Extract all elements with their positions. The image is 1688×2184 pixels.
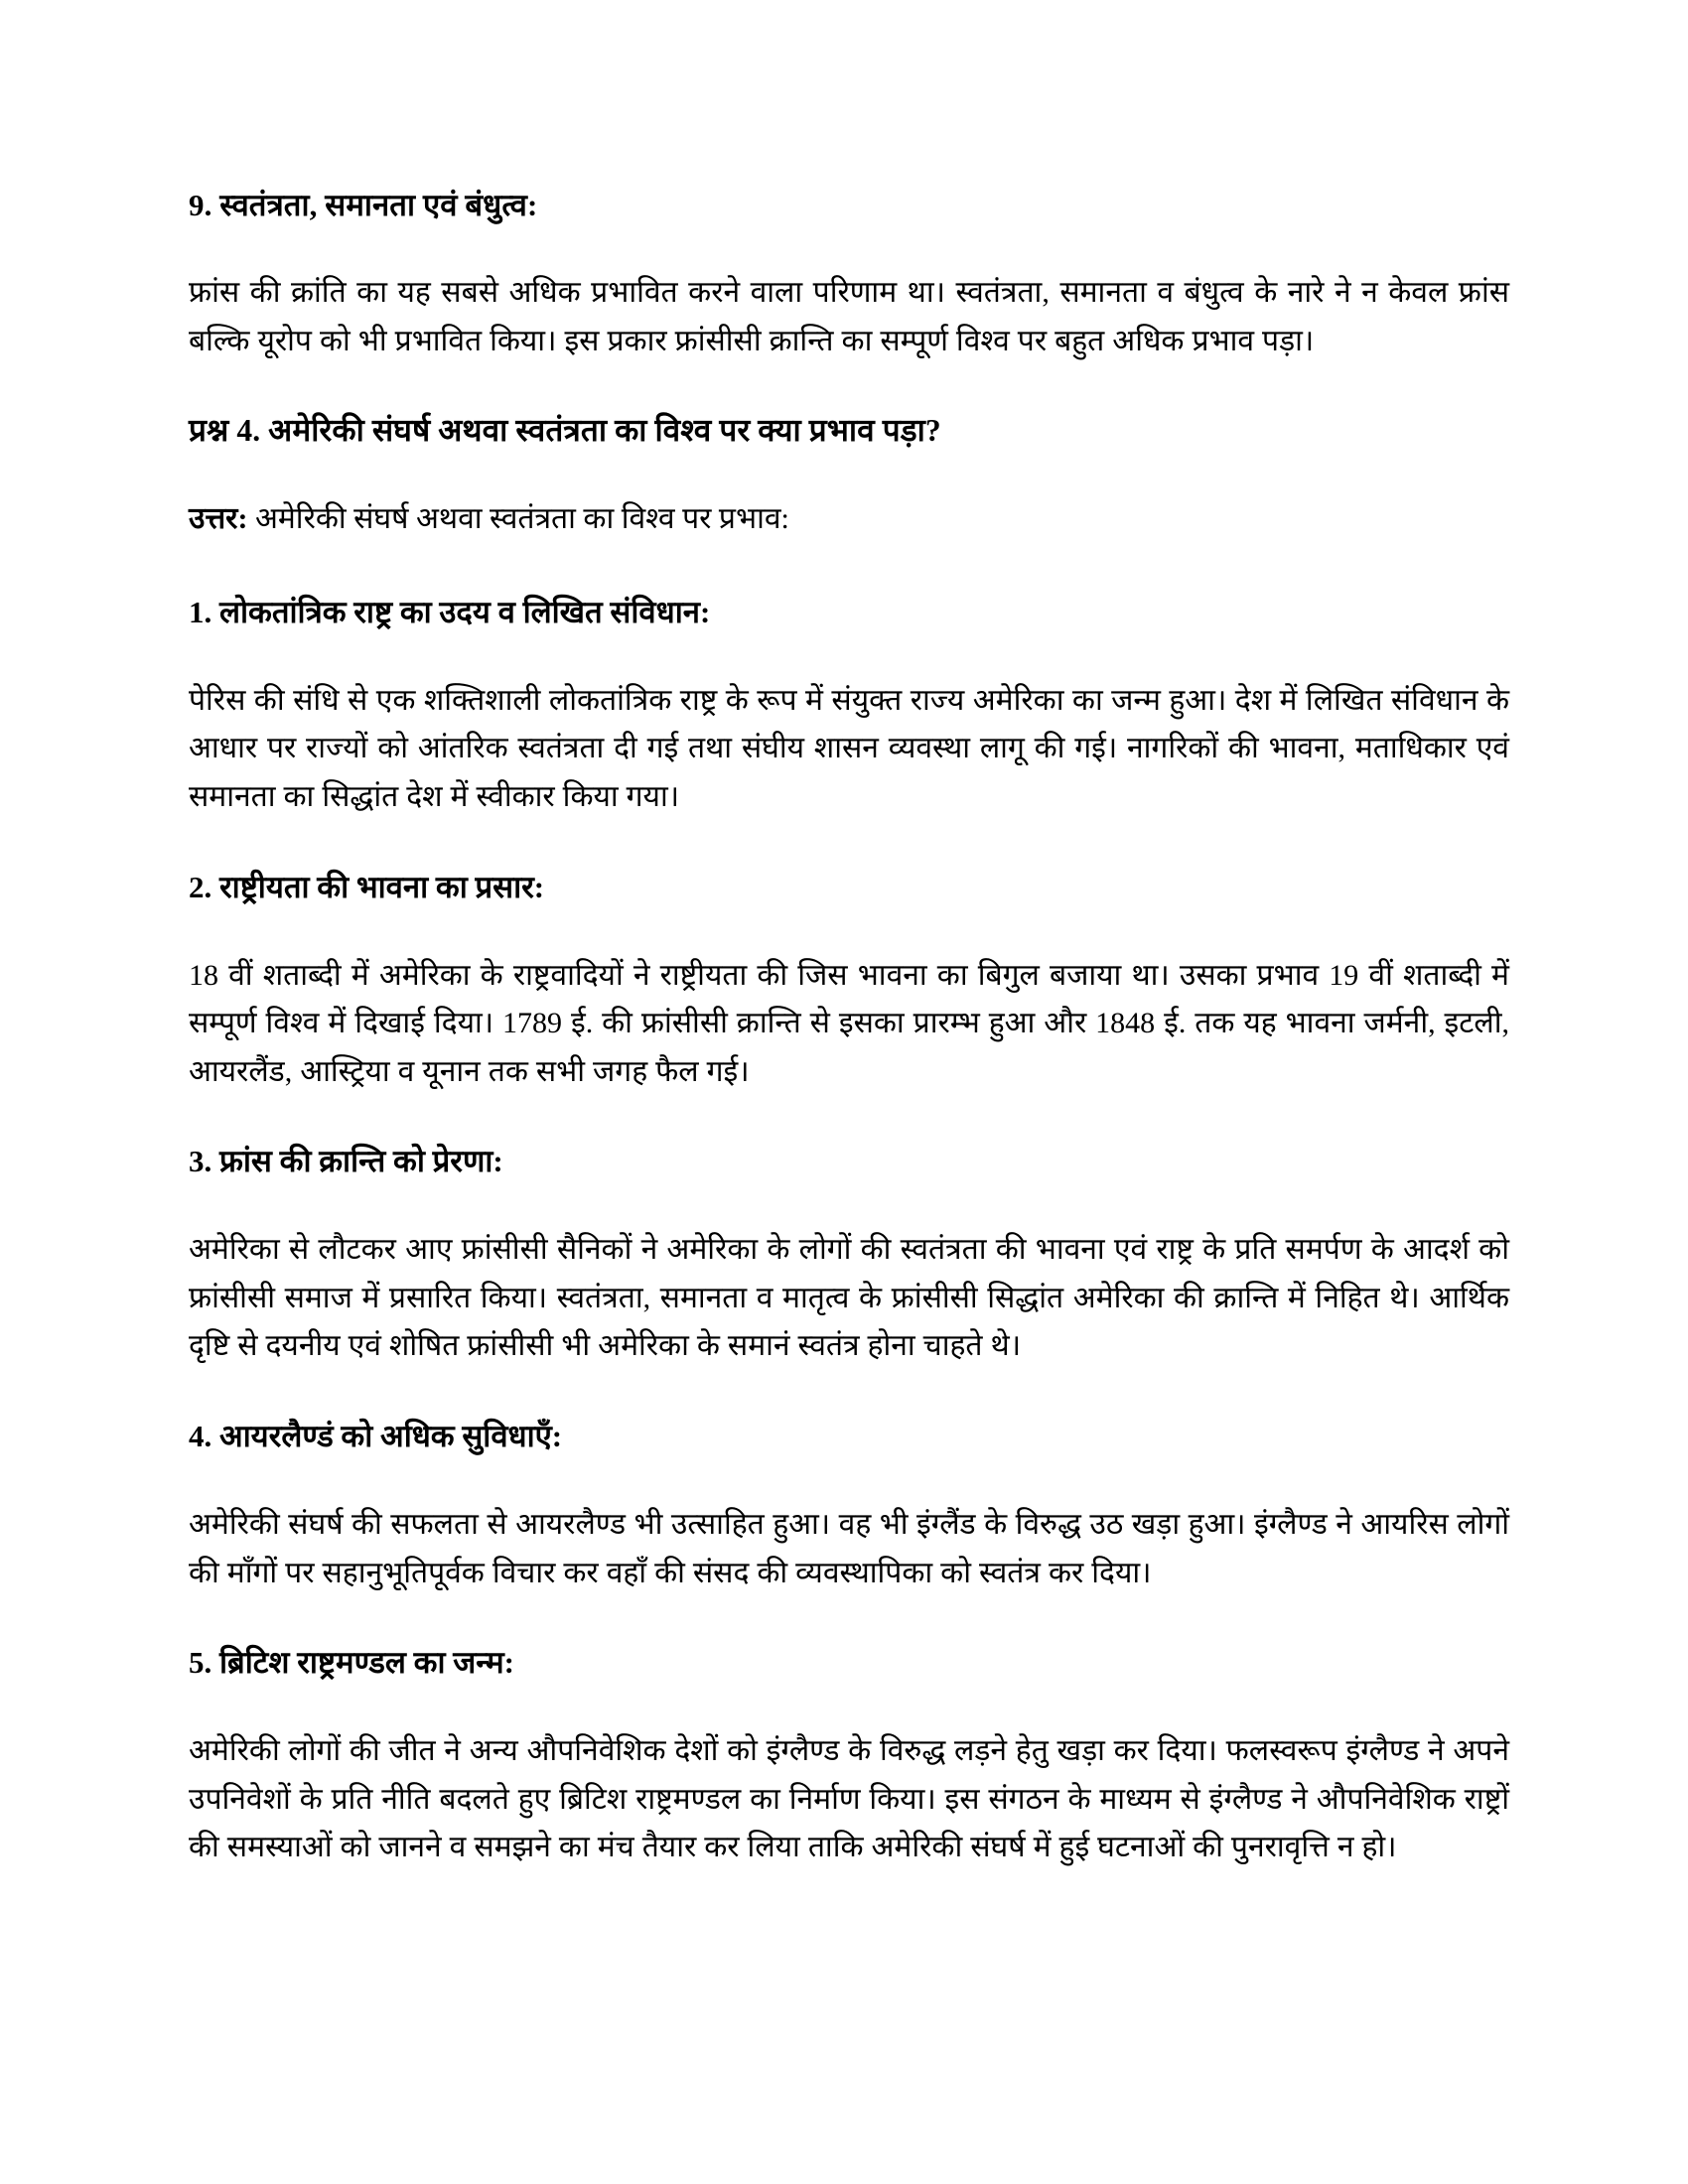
answer-intro-text: अमेरिकी संघर्ष अथवा स्वतंत्रता का विश्व पर प्रभाव: <box>247 501 789 535</box>
point-heading-3: 3. फ्रांस की क्रान्ति को प्रेरणा: <box>189 1144 503 1179</box>
answer-intro <box>189 495 1509 543</box>
point-heading-1: 1. लोकतांत्रिक राष्ट्र का उदय व लिखित संविधान: <box>189 594 711 629</box>
point-heading-4: 4. आयरलैण्डं को अधिक सुविधाएँ: <box>189 1419 563 1454</box>
answer-label: उत्तर: <box>189 501 248 535</box>
point-paragraph-1: पेरिस की संधि से एक शक्तिशाली लोकतांत्रिक राष्ट्र के रूप में संयुक्त राज्य अमेरिका का जन्म हुआ। देश में लिखित संविधान के आधार पर राज्यों को आंतरिक स्वतंत्रता दी गई तथा संघीय शासन व्यवस्था लागू की गई। नागरिकों की भावना, मताधिकार एवं समानता का सिद्धांत देश में स्वीकार किया गया। <box>189 683 1509 814</box>
point-heading-5: 5. ब्रिटिश राष्ट्रमण्डल का जन्म: <box>189 1645 514 1681</box>
document-content <box>189 184 1509 1872</box>
point-heading-2: 2. राष्ट्रीयता की भावना का प्रसार: <box>189 869 545 904</box>
point-paragraph-3: अमेरिका से लौटकर आए फ्रांसीसी सैनिकों ने अमेरिका के लोगों की स्वतंत्रता की भावना एवं राष्ट्र के प्रति समर्पण के आदर्श को फ्रांसीसी समाज में प्रसारित किया। स्वतंत्रता, समानता व मातृत्व के फ्रांसीसी सिद्धांत अमेरिका की क्रान्ति में निहित थे। आर्थिक दृष्टि से दयनीय एवं शोषित फ्रांसीसी भी अमेरिका के समानं स्वतंत्र होना चाहते थे। <box>189 1233 1509 1363</box>
section-paragraph-9: फ्रांस की क्रांति का यह सबसे अधिक प्रभावित करने वाला परिणाम था। स्वतंत्रता, समानता व बंधुत्व के नारे ने न केवल फ्रांस बल्कि यूरोप को भी प्रभावित किया। इस प्रकार फ्रांसीसी क्रान्ति का सम्पूर्ण विश्व पर बहुत अधिक प्रभाव पड़ा। <box>189 276 1509 357</box>
point-paragraph-4: अमेरिकी संघर्ष की सफलता से आयरलैण्ड भी उत्साहित हुआ। वह भी इंग्लैंड के विरुद्ध उठ खड़ा हुआ। इंग्लैण्ड ने आयरिस लोगों की माँगों पर सहानुभूतिपूर्वक विचार कर वहाँ की संसद की व्यवस्थापिका को स्वतंत्र कर दिया। <box>189 1508 1509 1589</box>
point-paragraph-2: 18 वीं शताब्दी में अमेरिका के राष्ट्रवादियों ने राष्ट्रीयता की जिस भावना का बिगुल बजाया था। उसका प्रभाव 19 वीं शताब्दी में सम्पूर्ण विश्व में दिखाई दिया। 1789 ई. की फ्रांसीसी क्रान्ति से इसका प्रारम्भ हुआ और 1848 ई. तक यह भावना जर्मनी, इटली, आयरलैंड, आस्ट्रिया व यूनान तक सभी जगह फैल गई। <box>189 958 1509 1088</box>
point-paragraph-5: अमेरिकी लोगों की जीत ने अन्य औपनिवेशिक देशों को इंग्लैण्ड के विरुद्ध लड़ने हेतु खड़ा कर दिया। फलस्वरूप इंग्लैण्ड ने अपने उपनिवेशों के प्रति नीति बदलते हुए ब्रिटिश राष्ट्रमण्डल का निर्माण किया। इस संगठन के माध्यम से इंग्लैण्ड ने औपनिवेशिक राष्ट्रों की समस्याओं को जानने व समझने का मंच तैयार कर लिया ताकि अमेरिकी संघर्ष में हुई घटनाओं की पुनरावृत्ति न हो। <box>189 1734 1509 1864</box>
question-heading-4: प्रश्न 4. अमेरिकी संघर्ष अथवा स्वतंत्रता का विश्व पर क्या प्रभाव पड़ा? <box>189 413 941 449</box>
section-heading-9: 9. स्वतंत्रता, समानता एवं बंधुत्व: <box>189 188 538 222</box>
